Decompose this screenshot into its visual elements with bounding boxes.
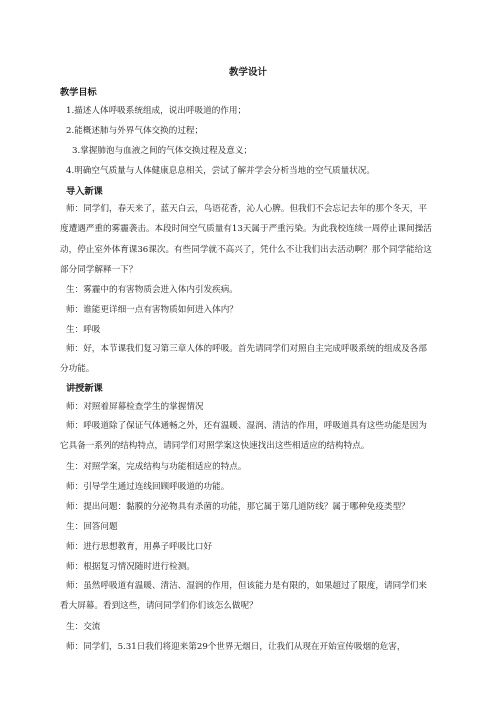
dialogue-line: 师：对照着屏幕检查学生的掌握情况 bbox=[66, 402, 204, 412]
dialogue-line: 生：交流 bbox=[66, 622, 101, 632]
page-title: 教学设计 bbox=[228, 67, 267, 78]
lecture-paragraph bbox=[60, 416, 433, 457]
intro-paragraph-2 bbox=[60, 339, 433, 380]
paragraph-text: 师：虽然呼吸道有温暖、清洁、湿润的作用，但该能力是有限的，如果超过了限度，请同学们来看大屏幕。看到这些，请问同学们你们该怎么做呢？ bbox=[60, 581, 427, 612]
goal-item: 3.掌握肺泡与血液之间的气体交换过程及意义； bbox=[72, 146, 253, 156]
dialogue-line: 生：雾霾中的有害物质会进入体内引发疾病。 bbox=[66, 285, 238, 295]
heading-lecture: 讲授新课 bbox=[66, 383, 103, 394]
intro-paragraph bbox=[60, 199, 433, 280]
goal-item: 1.描述人体呼吸系统组成，说出呼吸道的作用； bbox=[66, 106, 247, 116]
dialogue-line: 师：根据复习情况随时进行检测。 bbox=[66, 562, 195, 572]
dialogue-line: 师：提出问题：黏膜的分泌物具有杀菌的功能，那它属于第几道防线？属于哪种免疫类型？ bbox=[66, 502, 410, 512]
goal-item: 4.明确空气质量与人体健康息息相关，尝试了解并学会分析当地的空气质量状况。 bbox=[66, 166, 375, 176]
dialogue-line: 师：谁能更详细一点有害物质如何进入体内？ bbox=[66, 305, 238, 315]
dialogue-line: 师：引导学生通过连线回顾呼吸道的功能。 bbox=[66, 482, 230, 492]
dialogue-line: 师：同学们，5.31日我们将迎来第29个世界无烟日，让我们从现在开始宣传吸烟的危害， bbox=[66, 642, 406, 652]
heading-intro: 导入新课 bbox=[66, 186, 103, 197]
paragraph-text: 师：好，本节课我们复习第三章人体的呼吸。首先请同学们对照自主完成呼吸系统的组成及各部分功能。 bbox=[60, 344, 427, 375]
paragraph-text: 师：同学们，春天来了，蓝天白云，鸟语花香，沁人心脾。但我们不会忘记去年的那个冬天，平度遭遇严重的雾霾袭击。本段时间空气质量有13天属于严重污染。为此我校连续一周停止课间操活动，停止室外体育课36课次。有些同学就不高兴了，凭什么不让我们出去活动啊？那个同学能给这部分同学解释一下？ bbox=[60, 204, 432, 275]
dialogue-line: 师：进行思想教育，用鼻子呼吸比口好 bbox=[66, 542, 213, 552]
lecture-paragraph-2 bbox=[60, 576, 433, 617]
dialogue-line: 生：呼吸 bbox=[66, 325, 101, 335]
dialogue-line: 生：对照学案，完成结构与功能相适应的特点。 bbox=[66, 462, 247, 472]
heading-teaching-goals: 教学目标 bbox=[60, 87, 97, 98]
paragraph-text: 师：呼吸道除了保证气体通畅之外，还有温暖、湿润、清洁的作用，呼吸道具有这些功能是因为它具备一系列的结构特点，请同学们对照学案这快速找出这些相适应的结构特点。 bbox=[60, 421, 427, 452]
goal-item: 2.能概述肺与外界气体交换的过程； bbox=[66, 126, 204, 136]
dialogue-line: 生：回答问题 bbox=[66, 522, 118, 532]
